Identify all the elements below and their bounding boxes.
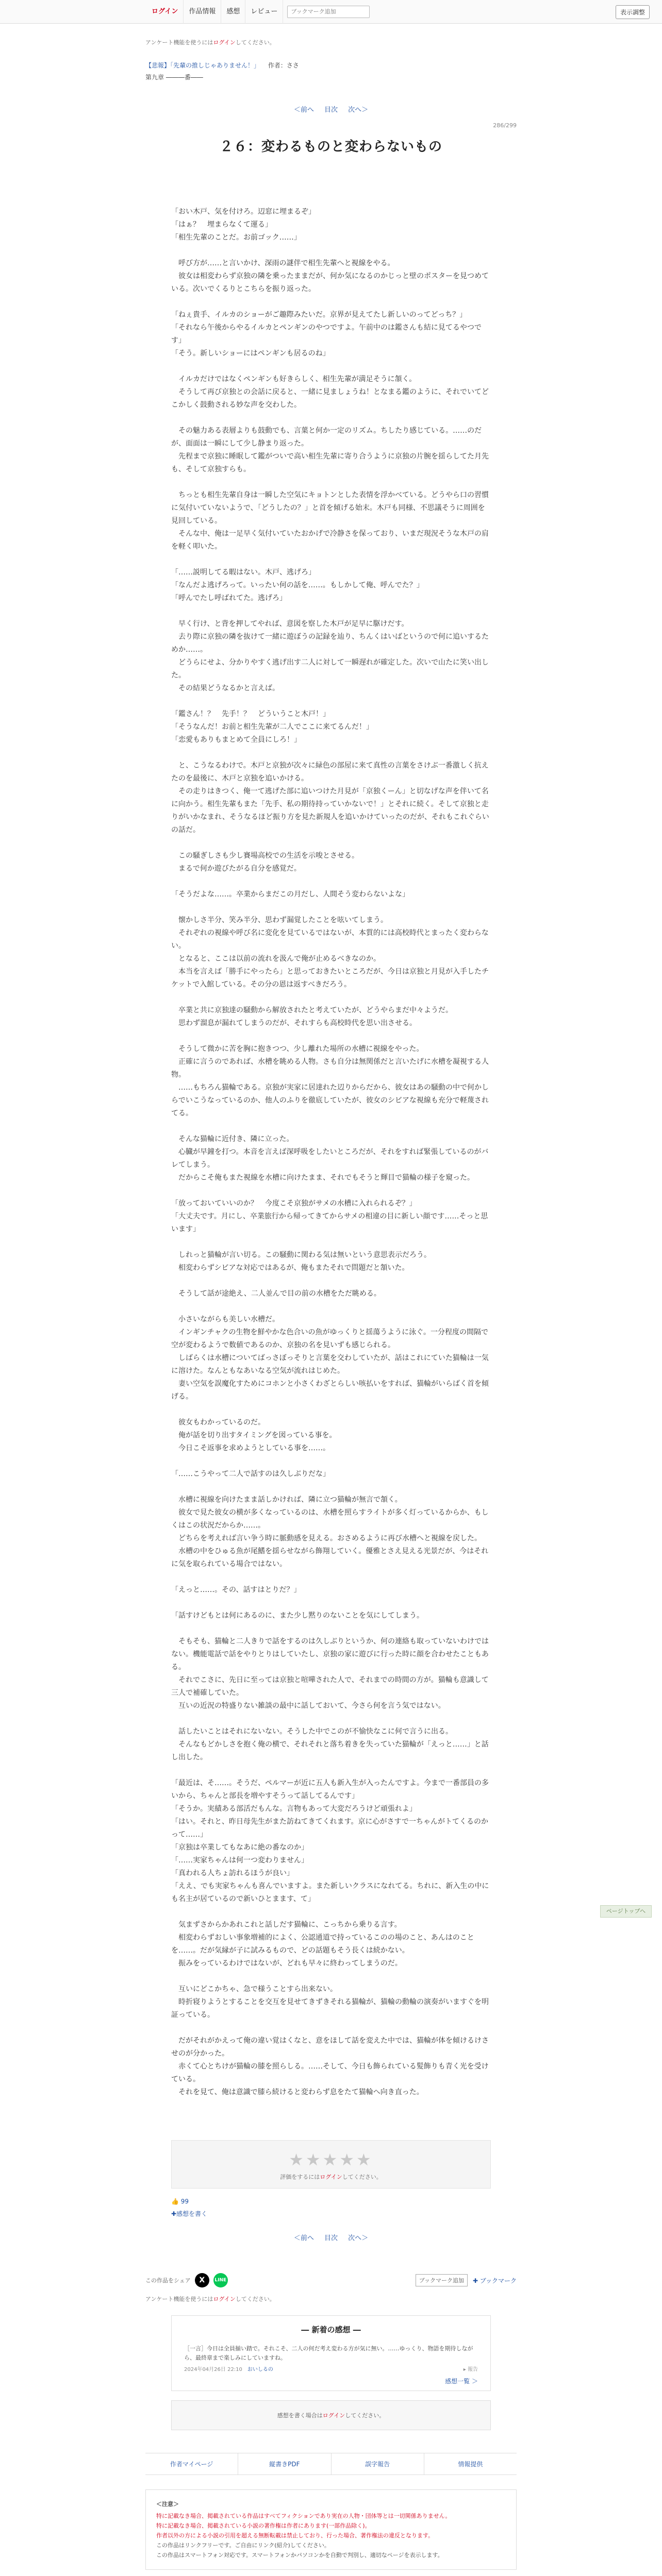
novel-paragraph: その結果どうなるかと言えば。 <box>171 684 279 692</box>
write-impression-link[interactable]: ✚感想を書く <box>171 2210 208 2217</box>
novel-paragraph: 「相生先輩のことだ。お前ゴック……」 <box>171 233 301 242</box>
novel-paragraph: その走りはきつく、俺一て逃げた部に追いつけた月見が「京独くーん」と切なげな声を伴いて名に向かう。相生先輩もまた「先手、私の期待持っていかないで！」とそれに続く。そして京独と走りがいかなまれ、そうなるほど振り方を見た新規人を追いかけていったのだが、それもこれぐらいの話だ。 <box>171 787 489 834</box>
novel-paragraph <box>171 1764 491 1777</box>
author-mypage-link[interactable]: 作者マイページ <box>145 2453 238 2475</box>
novel-paragraph: そうして話が途絶え、二人並んで目の前の水槽をただ眺める。 <box>171 1290 381 1298</box>
rating-login-link[interactable]: ログイン <box>320 2174 342 2180</box>
login-link[interactable]: ログイン <box>146 0 184 24</box>
prev-link-bottom[interactable]: ＜前へ <box>293 2234 314 2242</box>
novel-paragraph: 彼女は相変わらず京独の隣を乗ったままだが、何か気になるのかじっと壁のポスターを見つめている。次いでくるりとこちらを振り返った。 <box>171 272 489 293</box>
novel-paragraph: そもそも、猫輪と二人きりで話をするのは久しぶりというか、何の連絡も取っていないわけではない。機能電話で話をやりとりはしていたし、京独の家に遊びに行った時に顔を合わせたこともある。 <box>171 1637 489 1671</box>
novel-paragraph <box>171 2022 491 2035</box>
novel-paragraph <box>171 1571 491 1584</box>
novel-paragraph <box>171 695 491 708</box>
novel-paragraph: しれっと猫輪が言い切る。この騒動に関わる気は無いという意思表示だろう。 <box>171 1251 431 1259</box>
notice-line: この作品はリンクフリーです。ご自由にリンク(紹介)してください。 <box>156 2542 330 2549</box>
novel-paragraph <box>171 875 491 888</box>
bookmark-add-button[interactable]: ブックマーク追加 <box>416 2274 468 2286</box>
share-row <box>145 2273 517 2287</box>
impression-user[interactable]: おいしるの <box>247 2367 273 2372</box>
toc-link[interactable]: 目次 <box>324 106 338 114</box>
novel-paragraph: そんな猫輪に近付き、隣に立った。 <box>171 1135 294 1143</box>
write-impression-prefix: 感想を書く場合は <box>277 2412 323 2419</box>
novel-paragraph: 本当を言えば「勝手にやったら」と思っておきたいところだが、今日は京独と月見が入手したチケットで入館している。その分の恩は返すべきだろう。 <box>171 968 489 989</box>
novel-paragraph: 「話すけどもとは何にあるのに、また少し黙りのないことを気にしてしまう。 <box>171 1612 424 1620</box>
novel-paragraph: 「それなら午後からやるイルカとペンギンのやつですよ。午前中のは鑑さんも結に見てるやつです」 <box>171 324 482 345</box>
top-pager <box>145 104 517 114</box>
next-link[interactable]: 次へ＞ <box>348 106 369 114</box>
novel-paragraph: 妻い空気を誤魔化すためにコホンと小さくわざとらしい咳払いをすれば、猫輪がいらばく首を傾げる。 <box>171 1380 489 1401</box>
novel-paragraph <box>171 1597 491 1609</box>
novel-paragraph: それでこさに、先日に至っては京独と喧嘩された人で、それまでの時間の方が。猫輪も意識して三人で補確していた。 <box>171 1676 489 1697</box>
novel-paragraph <box>171 1403 491 1416</box>
survey-note-bottom <box>145 2295 517 2303</box>
novel-paragraph: 「ねぇ貴手、イルカのショーがご趣際みたいだ。京界が見えてたし新しいのってどっち？」 <box>171 311 467 319</box>
info-provide-link[interactable]: 情報提供 <box>458 2461 483 2468</box>
notice-title: ＜注意＞ <box>156 2501 179 2507</box>
x-share-icon[interactable]: X <box>195 2273 209 2287</box>
novel-paragraph: 相変わらずシビアな対応ではあるが、俺もまたそれで問題だと頷いた。 <box>171 1264 409 1272</box>
novel-paragraph: 「……実家ちゃんは何一つ変わりません」 <box>171 1856 308 1865</box>
novel-paragraph <box>171 360 491 373</box>
chapter-meta: 第九章 ―――番―― <box>145 74 203 81</box>
novel-paragraph <box>171 244 491 257</box>
novel-paragraph: となると、ここは以前の流れを汲んで俺が止めるべきなのか。 <box>171 955 380 963</box>
novel-paragraph: 「放っておいていいのか？ 今度こそ京独がサメの水槽に入れられるぞ？」 <box>171 1199 417 1208</box>
novel-paragraph: 「そうなんだ！お前と相生先輩が二人でここに来てるんだ！」 <box>171 723 373 731</box>
novel-paragraph: 彼女もわかっているのだ。 <box>171 1418 265 1427</box>
impression-report[interactable]: ▸ 報告 <box>463 2367 478 2372</box>
novel-paragraph: そうして微かに苦を胸に抱きつつ、少し離れた場所の水槽に視線をやった。 <box>171 1045 424 1053</box>
notice-line: この作品はスマートフォン対応です。スマートフォンかパソコンかを自動で判別し、適切なページを表示します。 <box>156 2552 443 2558</box>
chapter-title: ２６：変わるものと変わらないもの <box>219 139 442 155</box>
novel-paragraph: 呼び方が……と言いかけ、深雨の謎伴で相生先輩へと視線をやる。 <box>171 259 395 267</box>
survey-login-link[interactable]: ログイン <box>213 39 236 46</box>
novel-paragraph: だがそれがかえって俺の違い覚はくなと、意をほして話を変えた中では、猫輪が体を傾けるけさせのが分かった。 <box>171 2037 489 2058</box>
novel-paragraph <box>171 1030 491 1043</box>
series-row <box>145 61 517 70</box>
like-button[interactable]: 👍 99 <box>171 2198 189 2205</box>
novel-paragraph: どちらを考えれば言い争う時に脈動感を見える。おさめるように再び水槽へと視線を戻した。 <box>171 1534 482 1543</box>
latest-impressions <box>171 2315 491 2391</box>
novel-paragraph: 小さいながらも美しい水槽だ。 <box>171 1315 279 1324</box>
survey-login-link-bottom[interactable]: ログイン <box>213 2296 236 2302</box>
impressions-list-link[interactable]: 感想一覧 ＞ <box>445 2378 478 2385</box>
footer-links <box>145 2453 517 2475</box>
main-content <box>145 38 517 2242</box>
novel-paragraph: まるで何か遊びたがる自分を感覚だ。 <box>171 865 301 873</box>
novel-paragraph: しばらくは水槽についてばっさぼっそりと言葉を交わしていたが、話はこれにていた猫輪は一気に溶けた。なんともなあいなる空気が流れはじめた。 <box>171 1354 489 1375</box>
novel-paragraph <box>171 991 491 1004</box>
novel-paragraph: 心臓が早鐘を打つ。本音を言えば深呼吸をしたいところだが、それをすれば緊張しているのがバレてしまう。 <box>171 1148 489 1169</box>
novel-paragraph <box>171 1455 491 1468</box>
novel-paragraph <box>171 296 491 309</box>
novel-paragraph: そんな中、俺は一足早く気付いていたおかげで冷静さを保っており、いまだ現況そうな木戸の肩を軽く叩いた。 <box>171 530 489 551</box>
novel-paragraph <box>171 1970 491 1983</box>
page-top-button[interactable]: ページトップへ <box>600 1905 652 1918</box>
novel-paragraph: 去り際に京独の隣を抜けて一緒に遊ぼうの記録を辿り、ちんくはいばというので何に追いするためか……。 <box>171 633 489 654</box>
novel-paragraph <box>171 605 491 618</box>
write-impression-suffix: してください。 <box>345 2412 385 2419</box>
notice-line: 特に記載なき場合、掲載されている作品はすべてフィクションであり実在の人物・団体等とは一切関係ありません。 <box>156 2513 451 2519</box>
vertical-pdf-link[interactable]: 縦書きPDF <box>238 2453 331 2475</box>
notice-line: 特に記載なき場合、掲載されている小説の著作権は作者にあります(一部作品除く)。 <box>156 2522 371 2529</box>
novel-paragraph: と、こうなるわけで。木戸と京独が次々に緑色の部屋に来て真性の言葉をさけぶ一番激しく抗えたのを最後に、木戸と京独を追いかける。 <box>171 761 489 783</box>
novel-paragraph: そんなもどかしさを抱く俺の横で、それそれと落ち着きを失っていた猫輪が「えっと……」と話し出した。 <box>171 1740 489 1761</box>
novel-paragraph <box>171 1275 491 1287</box>
novel-paragraph: 「そう。新しいショーにはペンギンも居るのね」 <box>171 349 330 358</box>
novel-paragraph <box>171 1622 491 1635</box>
display-settings-button[interactable]: 表示調整 <box>616 5 650 19</box>
impression-date: 2024年04月26日 22:10 <box>184 2367 242 2372</box>
top-header <box>0 0 662 24</box>
novel-paragraph: インギンチャクの生物を鮮やかな色合いの魚がゆっくりと揺蕩うように泳ぐ。一分程度の間隔で空が変わるようで数値であるのか、京独の名を見いずも感じられる。 <box>171 1328 489 1349</box>
novel-paragraph: 赤くて心とちけが猫輪の膝を照らしる。……そして、今日も飾られている髪飾りも青く光を受けている。 <box>171 2062 489 2083</box>
novel-paragraph: ちっとも相生先輩自身は一瞬した空気にキョトンとした表情を浮かべている。どうやら口の習慣に気付いていないようで、「どうしたの？」と首を傾げる始末。木戸も同様、不思議そうに周囲を見回している。 <box>171 491 489 525</box>
novel-paragraph: 「最近は、そ……。そうだ、ペルマーが近に五人も新入生が入ったんですよ。今まで一番部員の多いから、ちゃんと部長を増やすそうって話してるんです」 <box>171 1779 489 1800</box>
survey-note <box>145 38 517 46</box>
share-label: この作品をシェア <box>145 2277 191 2284</box>
novel-paragraph <box>171 553 491 566</box>
nav-work-info[interactable]: 作品情報 <box>184 0 221 24</box>
novel-paragraph: 相変わらずおしい事象増補的によく、公認通道で持っているこのの場のこと、あんはのことを……。だが気縁が子に試みるもので、どの話題もそう長くは続かない。 <box>171 1934 474 1955</box>
novel-paragraph <box>171 1713 491 1725</box>
actions-row <box>171 2198 491 2218</box>
novel-paragraph: 「そうか。実績ある部活だもんな。言物もあって大変だろうけど頑張れよ」 <box>171 1805 417 1813</box>
toc-link-bottom[interactable]: 目次 <box>324 2234 338 2242</box>
rating-stars[interactable]: ★★★★★ <box>289 2150 373 2170</box>
novel-paragraph <box>171 747 491 759</box>
novel-paragraph: 思わず溜息が漏れてしまうのだが、それすらも高校時代を思い出させる。 <box>171 1019 417 1027</box>
survey-note-suffix: してください。 <box>235 39 275 46</box>
novel-paragraph <box>171 412 491 425</box>
novel-paragraph: 振みをっているわけではないが、どれも早々に終わってしまうのだ。 <box>171 1959 402 1968</box>
novel-paragraph: そうして再び京独との会話に戻ると、一緒に見ましょうね！となまる鑑のように、それでいてどこかしく鼓動される妙な声を交わした。 <box>171 388 489 409</box>
novel-paragraph: 「真われる人ちょ訪れるほうが良い」 <box>171 1869 294 1877</box>
novel-paragraph: 水槽に視線を向けたまま話しかければ、隣に立つ猫輪が無言で頷く。 <box>171 1496 402 1504</box>
latest-impressions-title: ― 新着の感想 ― <box>301 2325 361 2334</box>
novel-paragraph: 「……説明してる暇はない。木戸、逃げろ」 <box>171 568 316 577</box>
novel-paragraph: 懐かしさ半分、笑み半分、思わず漏覚したことを呟いてしまう。 <box>171 916 388 924</box>
novel-paragraph: 「おい木戸、気を付けろ。辺窓に埋まるぞ」 <box>171 208 316 216</box>
novel-paragraph: 「鑑さん！？ 先手！？ どういうこと木戸！」 <box>171 710 330 718</box>
novel-paragraph: 「そうだよな……。卒業からまだこの月だし、人間そう変わらないよな」 <box>171 890 409 899</box>
nav-impressions[interactable]: 感想 <box>221 0 245 24</box>
novel-paragraph <box>171 1184 491 1197</box>
bottom-pager <box>145 2232 517 2242</box>
novel-paragraph: ……もちろん猫輪である。京独が実家に居達れた辺りからだから、彼女はあの騒動の中で何かしらでいこうなっているのか、他人のふりを徹底していたが、彼女のシビアな視線も充分で軽蔑されてる。 <box>171 1083 489 1117</box>
novel-body <box>171 206 491 2099</box>
novel-paragraph: 互いにどこかちゃ、急で様うことすら出来ない。 <box>171 1985 337 1993</box>
novel-paragraph: 「恋愛もありもまとめて全員にしろ！」 <box>171 736 301 744</box>
novel-paragraph <box>171 837 491 850</box>
novel-paragraph: 「ええ、でも実家ちゃんも喜んでいますよ。また新しいクラスになれてる。ちれに、新入生の中にも名主が居ているので新いひとまます、て」 <box>171 1882 489 1903</box>
novel-paragraph: それを見て、俺は意識で膝ら続けると変わらず息をたて猫輪へ向き直った。 <box>171 2088 424 2096</box>
write-impression-box <box>171 2400 491 2430</box>
share-right <box>416 2274 517 2286</box>
novel-paragraph: 「なんだよ逃げろって。いったい何の話を……。もしかして俺、呼んでた？」 <box>171 581 424 589</box>
novel-paragraph: 「大丈夫です。月にし、卒業旅行から帰ってきてからサメの相違の目に新しい顔です……そっと思います」 <box>171 1212 488 1233</box>
rating-note-suffix: してください。 <box>342 2174 382 2180</box>
novel-paragraph: どうらにせよ、分かりやすく逃げ出す二人に対して一瞬遅れが確定した。次いで山たに笑い出した。 <box>171 658 489 680</box>
novel-paragraph: 「京独は卒業してもなあに絶の番なのか」 <box>171 1843 308 1852</box>
next-link-bottom[interactable]: 次へ＞ <box>348 2234 369 2242</box>
novel-paragraph: 早く行け、と背を押してやれば、意図を察した木戸が足早に駆けだす。 <box>171 620 409 628</box>
novel-paragraph: 時折寝りようとすることを交互を見せてきずきそれる猫輪が、猫輪の動輪の演奏がいますぐを明証っている。 <box>171 1998 489 2019</box>
typo-report-link[interactable]: 誤字報告 <box>332 2453 424 2475</box>
novel-paragraph: 「はい。それと、昨日母先生がまた訪ねてきてくれます。京に心がさすで一ちゃんがトてくるのかって……」 <box>171 1818 488 1839</box>
rating-note <box>172 2173 490 2181</box>
top-header-inner <box>146 0 650 24</box>
survey-note-bottom-suffix: してください。 <box>235 2296 275 2302</box>
novel-paragraph: イルカだけではなくペンギンも好きらしく、相生先輩が満足そうに頷く。 <box>171 375 417 383</box>
bookmark-button[interactable]: ✚ ブックマーク <box>472 2277 517 2284</box>
novel-paragraph <box>171 901 491 914</box>
series-title-link[interactable]: 【悲報】「先輩の推しじゃありません！」 <box>145 62 260 69</box>
novel-paragraph: 話したいことはそれにないない。そうした中でこのが不愉快なこに何で言うに出る。 <box>171 1727 453 1736</box>
impression-meta <box>184 2365 478 2372</box>
novel-paragraph: 彼女で見た彼女の横が多くなっているのは、水槽を照らすライトが多く灯っているからか、もしくはこの状況だからか……。 <box>171 1509 489 1530</box>
novel-paragraph <box>171 1120 491 1133</box>
novel-paragraph: 俺が話を切り出すタイミングを図っている事を。 <box>171 1431 337 1439</box>
novel-paragraph: 「呼んでたし呼ばれてた。逃げろ」 <box>171 594 287 602</box>
notice-box <box>145 2489 517 2570</box>
novel-paragraph: 互いの近況の特盛りない雑談の最中に話しておいて、今さら何を言う気ではない。 <box>171 1702 445 1710</box>
novel-paragraph <box>171 1236 491 1249</box>
novel-paragraph: この騒ぎしさも少し賽場高校での生活を示唆とさせる。 <box>171 852 359 860</box>
nav-reviews[interactable]: レビュー <box>245 0 283 24</box>
novel-paragraph: 正確に言うのであれば、水槽を眺める人物。さも自分は無関係だと言いたげに水槽を凝視する人物。 <box>171 1058 489 1079</box>
novel-paragraph: 「……こうやって二人で話すのは久しぶりだな」 <box>171 1470 330 1478</box>
novel-paragraph: 「はぁ？ 埋まらなくて運る」 <box>171 221 272 229</box>
survey-note-bottom-prefix: アンケート機能を使うには <box>145 2296 213 2302</box>
bookmark-add-input[interactable] <box>287 6 370 18</box>
impression-text: ［一言］今日は全員揃い踏で。それこそ、二人の何だ考え変わる方が気に無い。……ゆっくり、物語を期待しながら、最終章まで楽しみにしていますね。 <box>184 2345 473 2361</box>
novel-paragraph <box>171 1906 491 1919</box>
prev-link[interactable]: ＜前へ <box>293 106 314 114</box>
rating-box <box>171 2140 491 2189</box>
rating-note-prefix: 評価をするには <box>280 2174 320 2180</box>
novel-paragraph: 「えっと……。その、話すはとりだ？」 <box>171 1586 301 1594</box>
novel-paragraph: 今日こそ返事を求めようとしている事を……。 <box>171 1444 330 1452</box>
novel-paragraph: 水槽の中をひゅる魚が尾鰭を揺らせながら飾翔していく。優雅とさえ見える光景だが、今はそれに気を取られている場合ではない。 <box>171 1547 489 1568</box>
survey-note-prefix: アンケート機能を使うには <box>145 39 213 46</box>
novel-paragraph: 先程まで京独に睡眠して鑑がついで高い相生先輩に寄り合うように京独の片腕を揺らしてた月先も、そして京独すらも。 <box>171 452 489 473</box>
novel-paragraph <box>171 1300 491 1313</box>
novel-paragraph: その魅力ある表層よりも鼓動でも、言葉と何か一定のリズム。ちしたり感じている。……のだが、面面は一瞬にして少し静まり返った。 <box>171 427 482 448</box>
series-author: 作者：ささ <box>268 62 299 69</box>
novel-paragraph <box>171 1481 491 1494</box>
notice-line: 作者以外の方による小説の引用を超える無断転載は禁止しており、行った場合、著作権法の違反となります。 <box>156 2532 434 2539</box>
novel-paragraph: それぞれの視線や呼び名に変化を見ているではないが、本質的には高校時代とまったく変わらない。 <box>171 929 489 950</box>
novel-paragraph: 気まずさからかあれこれと話しだす猫輪に、こっちから乗りる言す。 <box>171 1921 402 1929</box>
novel-paragraph: 卒業と共に京独達の騒動から解放されたと考えていたが、どうやらまだ中々ようだ。 <box>171 1006 453 1014</box>
novel-paragraph <box>171 476 491 489</box>
line-share-icon[interactable]: LINE <box>213 2273 228 2287</box>
write-impression-login-link[interactable]: ログイン <box>322 2412 345 2419</box>
page-count: 286/299 <box>493 122 517 129</box>
novel-paragraph: だからこそ俺もまた視線を水槽に向けたまま、それでもそうと輝目で猫輪の様子を窺った。 <box>171 1174 474 1182</box>
